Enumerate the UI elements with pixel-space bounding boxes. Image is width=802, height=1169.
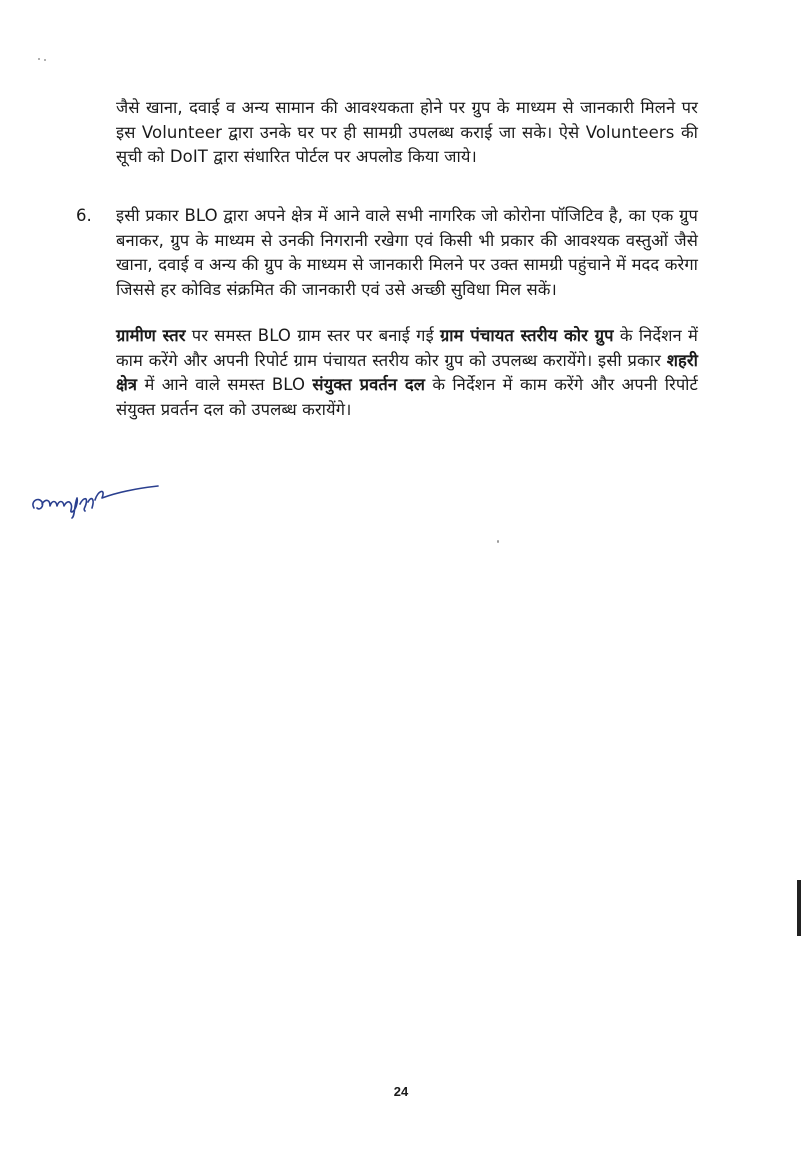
paragraph-continuation-text: जैसे खाना, दवाई व अन्य सामान की आवश्यकता होने पर ग्रुप के माध्यम से जानकारी मिलने पर इस Volunteer द्वारा उनके घर पर ही सामग्री उपलब्ध कराई जा सके। ऐसे Volunteers की सूची को DoIT द्वारा संधारित पोर्टल पर अपलोड किया जाये। [116,98,698,166]
paragraph-item-6-text: इसी प्रकार BLO द्वारा अपने क्षेत्र में आने वाले सभी नागरिक जो कोरोना पॉजिटिव है, का एक ग्रुप बनाकर, ग्रुप के माध्यम से उनकी निगरानी रखेगा एवं किसी भी प्रकार की आवश्यक वस्तुओं जैसे खाना, दवाई व अन्य की ग्रुप के माध्यम से जानकारी मिलने पर उक्त सामग्री पहुंचाने में मदद करेगा जिससे हर कोविड संक्रमित की जानकारी एवं उसे अच्छी सुविधा मिल सकें। [116,206,698,299]
bold-phrase-rural-level: ग्रामीण स्तर [116,326,186,345]
scan-edge-mark [797,880,801,936]
text-segment: के निर्देशन में काम करेंगे और अपनी रिपोर्ट ग्राम पंचायत स्तरीय कोर ग्रुप को उपलब्ध करायेंगे। इसी प्रकार [116,326,698,370]
paragraph-item-6 [116,204,698,302]
list-item-number: 6. [76,206,92,225]
bold-phrase-gram-panchayat-core-group: ग्राम पंचायत स्तरीय कोर ग्रुप [440,326,614,345]
paragraph-continuation [116,96,698,170]
page-number: 24 [393,1084,409,1099]
handwritten-signature [28,478,163,522]
scan-speck [44,59,46,61]
bold-phrase-joint-enforcement-team: संयुक्त प्रवर्तन दल [312,375,426,394]
paragraph-item-6-rural-urban [116,324,698,422]
scan-speck [497,540,499,543]
scan-speck [38,58,40,60]
text-segment: में आने वाले समस्त BLO [137,375,313,394]
bold-phrase-urban-area: शहरी क्षेत्र [116,350,698,394]
text-segment: पर समस्त BLO ग्राम स्तर पर बनाई गई [185,326,440,345]
text-segment: के निर्देशन में काम करेंगे और अपनी रिपोर्ट संयुक्त प्रवर्तन दल को उपलब्ध करायेंगे। [116,375,698,419]
